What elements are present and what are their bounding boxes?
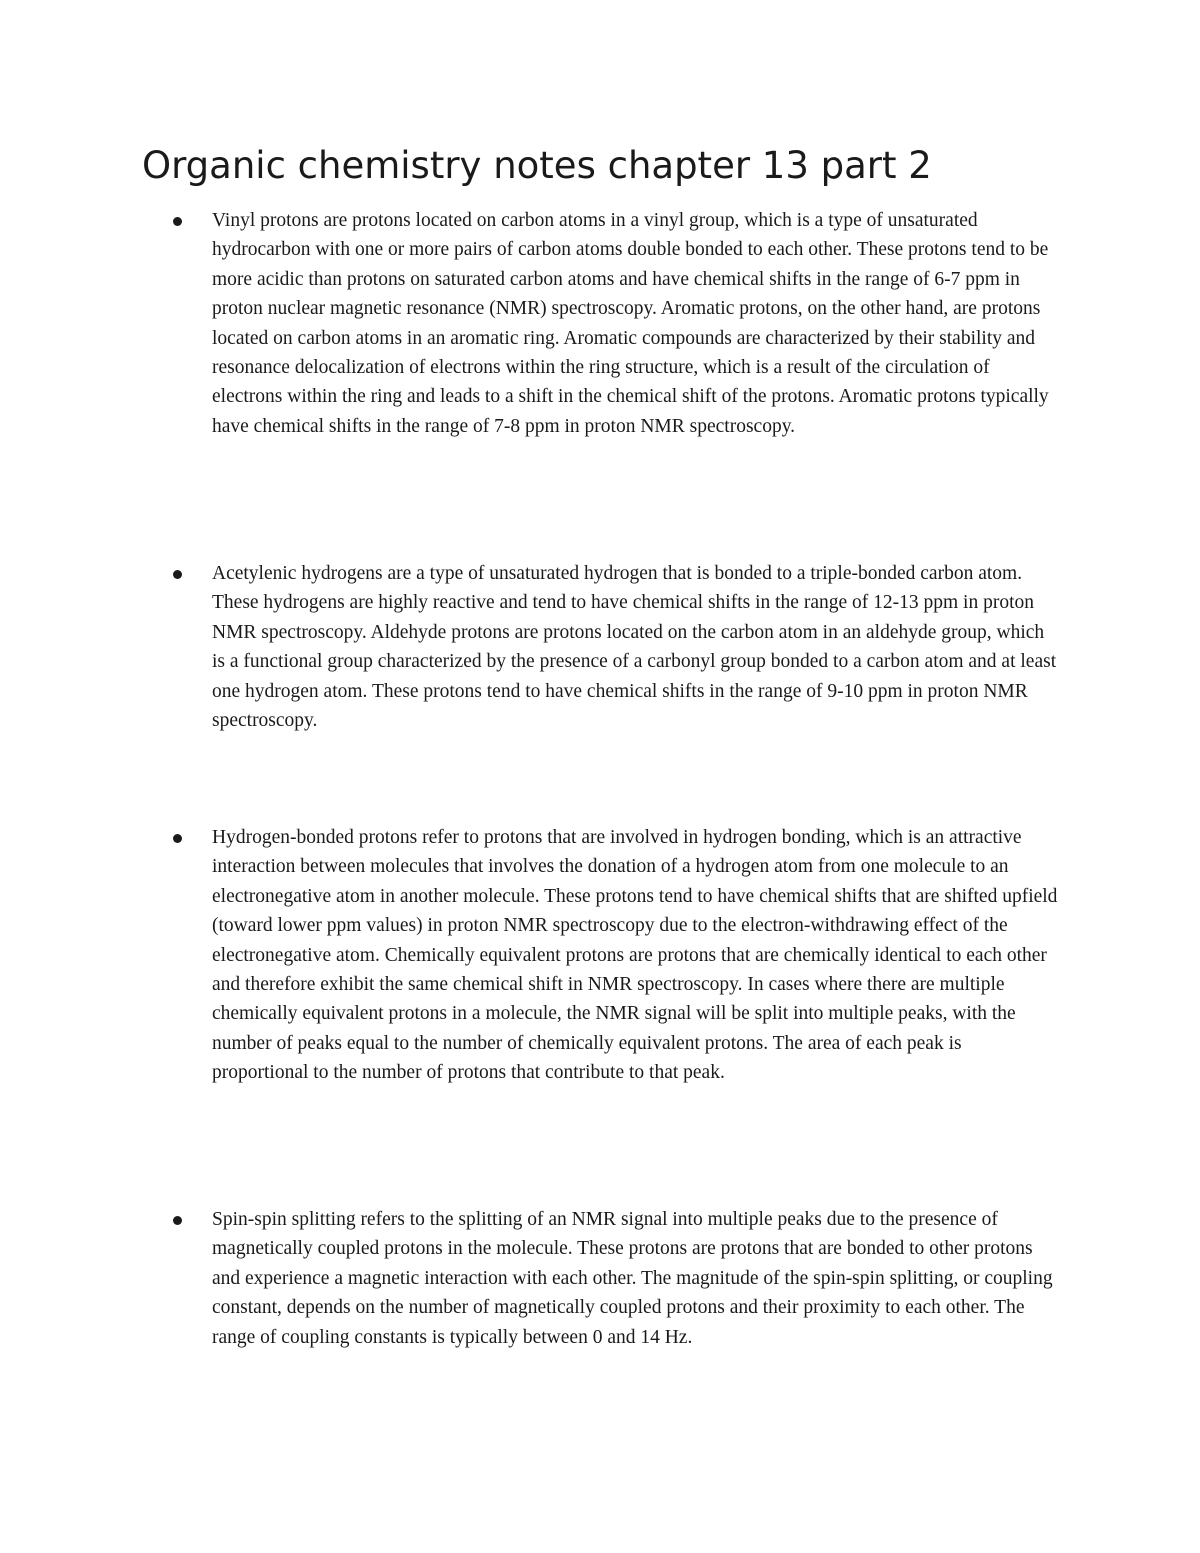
note-text: Hydrogen-bonded protons refer to protons that are involved in hydrogen bonding, which is an attractive interaction between molecules that involves the donation of a hydrogen atom from one molecule to an electronegative atom in another molecule. These protons tend to have chemical shifts that are shifted upfield (toward lower ppm values) in proton NMR spectroscopy due to the electron-withdrawing effect of the electronegative atom. Chemically equivalent protons are protons that are chemically identical to each other and therefore exhibit the same chemical shift in NMR spectroscopy. In cases where there are multiple chemically equivalent protons in a molecule, the NMR signal will be split into multiple peaks, with the number of peaks equal to the number of chemically equivalent protons. The area of each peak is proportional to the number of protons that contribute to that peak. [212, 827, 1058, 1084]
bullet-icon [173, 217, 182, 226]
list-item [212, 823, 1062, 1088]
list-item [212, 206, 1062, 441]
list-item [212, 1205, 1062, 1352]
list-item [212, 559, 1062, 735]
bullet-icon [173, 570, 182, 579]
note-text: Acetylenic hydrogens are a type of unsaturated hydrogen that is bonded to a triple-bonded carbon atom. These hydrogens are highly reactive and tend to have chemical shifts in the range of 12-13 ppm in proton NMR spectroscopy. Aldehyde protons are protons located on the carbon atom in an aldehyde group, which is a functional group characterized by the presence of a carbonyl group bonded to a carbon atom and at least one hydrogen atom. These protons tend to have chemical shifts in the range of 9-10 ppm in proton NMR spectroscopy. [212, 563, 1057, 732]
document-title: Organic chemistry notes chapter 13 part 2 [142, 144, 932, 187]
bullet-icon [173, 1216, 182, 1225]
bullet-icon [173, 834, 182, 843]
note-text: Spin-spin splitting refers to the splitting of an NMR signal into multiple peaks due to the presence of magnetically coupled protons in the molecule. These protons are protons that are bonded to other protons and experience a magnetic interaction with each other. The magnitude of the spin-spin splitting, or coupling constant, depends on the number of magnetically coupled protons and their proximity to each other. The range of coupling constants is typically between 0 and 14 Hz. [212, 1209, 1053, 1348]
note-text: Vinyl protons are protons located on carbon atoms in a vinyl group, which is a type of unsaturated hydrocarbon with one or more pairs of carbon atoms double bonded to each other. These protons tend to be more acidic than protons on saturated carbon atoms and have chemical shifts in the range of 6-7 ppm in proton nuclear magnetic resonance (NMR) spectroscopy. Aromatic protons, on the other hand, are protons located on carbon atoms in an aromatic ring. Aromatic compounds are characterized by their stability and resonance delocalization of electrons within the ring structure, which is a result of the circulation of electrons within the ring and leads to a shift in the chemical shift of the protons. Aromatic protons typically have chemical shifts in the range of 7-8 ppm in proton NMR spectroscopy. [212, 210, 1049, 437]
